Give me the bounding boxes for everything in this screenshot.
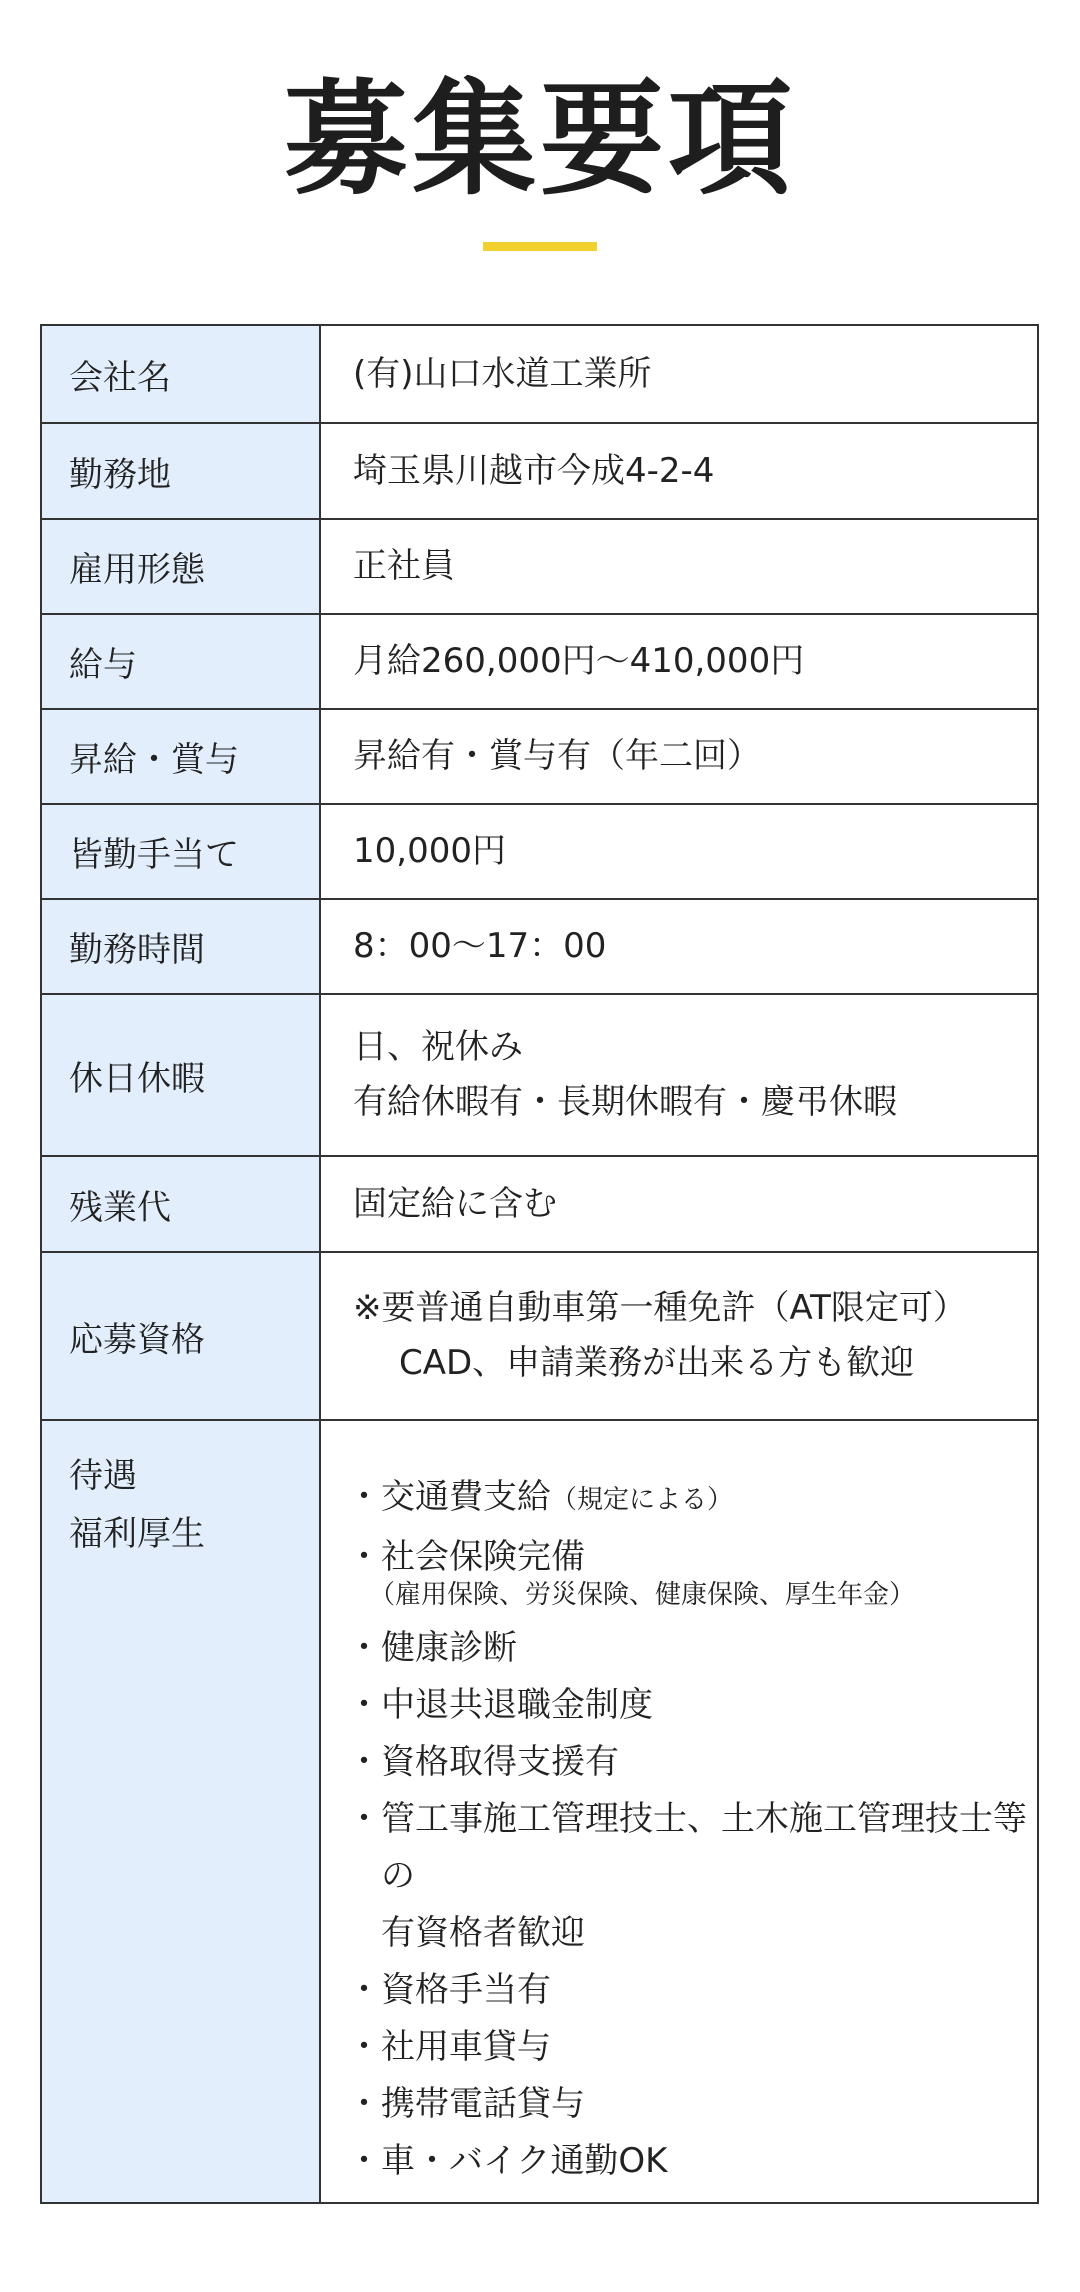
row-label-benefits [41,1420,320,2203]
table-row [41,899,1038,994]
list-item: ・ 携帯電話貸与 [353,2076,1037,2133]
benefit-continuation: 有資格者歓迎 [381,1913,585,1953]
row-label-raise-bonus: 昇給・賞与 [41,709,320,804]
row-value-overtime: 固定給に含む [320,1156,1038,1252]
list-item: ・ 交通費支給（規定による） [353,1469,1037,1529]
row-label-holidays: 休日休暇 [41,994,320,1156]
row-value-company: (有)山口水道工業所 [320,325,1038,423]
page-title: 募集要項 [283,68,796,212]
table-row [41,614,1038,709]
table-row [41,423,1038,519]
holidays-line-2: 有給休暇有・長期休暇有・慶弔休暇 [353,1082,897,1122]
qualifications-line-2: CAD、申請業務が出来る方も歓迎 [399,1343,915,1383]
list-item: ・ 管工事施工管理技士、土木施工管理技士等の 有資格者歓迎 [353,1791,1037,1962]
row-value-benefits [320,1420,1038,2203]
row-value-attendance-allowance: 10,000円 [320,804,1038,899]
table-row [41,1420,1038,2203]
table-row [41,519,1038,614]
benefits-label-line-2: 福利厚生 [69,1514,205,1554]
row-label-company: 会社名 [41,325,320,423]
table-row [41,994,1038,1156]
list-item-subnote [353,1580,1037,1610]
list-item: ・ 健康診断 [353,1620,1037,1677]
row-value-working-hours: 8：00〜17：00 [320,899,1038,994]
recruitment-table [40,324,1039,2204]
row-value-holidays [320,994,1038,1156]
qualifications-line-1: ※要普通自動車第一種免許（AT限定可） [353,1288,967,1328]
holidays-line-1: 日、祝休み [353,1027,523,1067]
row-label-employment-type: 雇用形態 [41,519,320,614]
table-row [41,325,1038,423]
table-row [41,1156,1038,1252]
list-item: ・ 社用車貸与 [353,2019,1037,2076]
row-label-overtime: 残業代 [41,1156,320,1252]
row-value-employment-type: 正社員 [320,519,1038,614]
row-value-location: 埼玉県川越市今成4-2-4 [320,423,1038,519]
row-label-qualifications: 応募資格 [41,1252,320,1420]
benefits-list [353,1469,1037,2190]
list-item: ・ 中退共退職金制度 [353,1677,1037,1734]
row-label-location: 勤務地 [41,423,320,519]
row-value-salary: 月給260,000円〜410,000円 [320,614,1038,709]
benefit-note: （規定による） [551,1485,734,1515]
benefits-label-line-1: 待遇 [69,1456,137,1496]
row-label-salary: 給与 [41,614,320,709]
benefit-subnote: （雇用保険、労災保険、健康保険、厚生年金） [369,1580,916,1610]
table-row [41,804,1038,899]
list-item: ・ 車・バイク通勤OK [353,2133,1037,2190]
row-label-attendance-allowance: 皆勤手当て [41,804,320,899]
table-row [41,1252,1038,1420]
title-underline [483,242,597,251]
list-item: ・ 資格取得支援有 [353,1734,1037,1791]
row-label-working-hours: 勤務時間 [41,899,320,994]
row-value-qualifications [320,1252,1038,1420]
list-item: ・ 社会保険完備 [353,1529,1037,1586]
table-row [41,709,1038,804]
row-value-raise-bonus: 昇給有・賞与有（年二回） [320,709,1038,804]
list-item: ・ 資格手当有 [353,1962,1037,2019]
